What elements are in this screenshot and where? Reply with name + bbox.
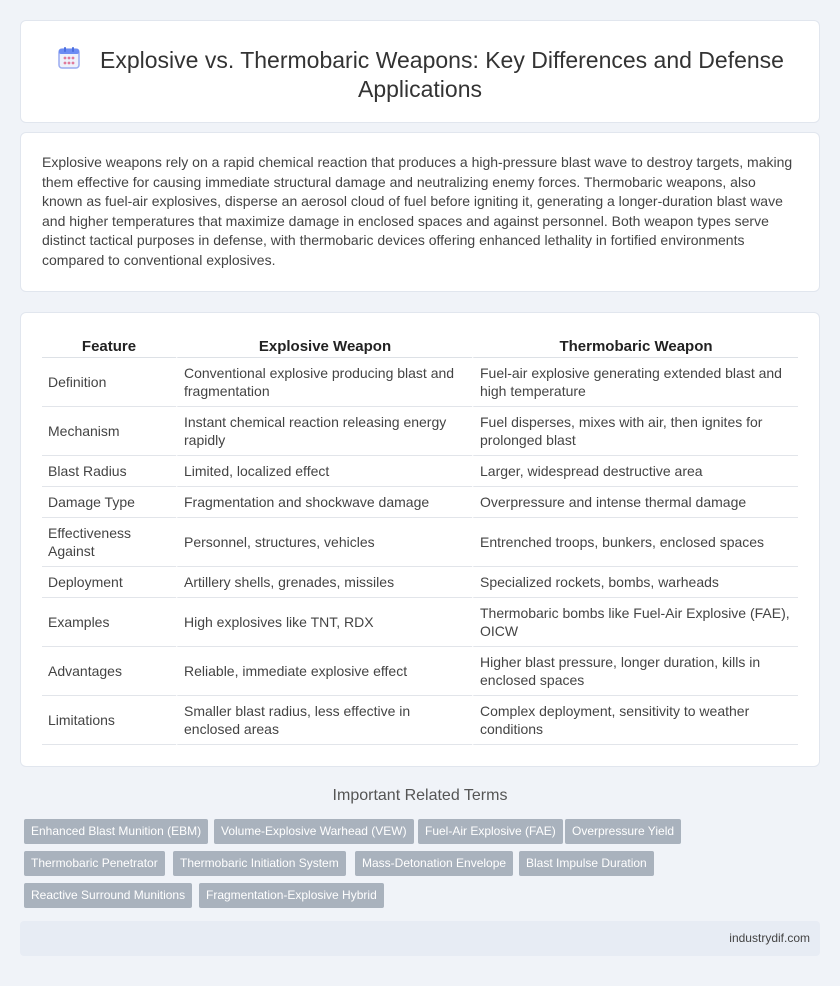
feature-cell: Effectiveness Against <box>42 518 176 567</box>
page-title <box>21 45 819 104</box>
thermobaric-cell: Specialized rockets, bombs, warheads <box>472 567 798 598</box>
header-thermobaric: Thermobaric Weapon <box>472 335 798 358</box>
feature-cell: Limitations <box>42 696 176 745</box>
related-term-tag[interactable]: Overpressure Yield <box>565 819 681 844</box>
feature-cell: Definition <box>42 358 176 407</box>
comparison-card <box>20 312 820 767</box>
footer-site-link[interactable]: industrydif.com <box>729 931 810 945</box>
thermobaric-cell: Thermobaric bombs like Fuel-Air Explosive (FAE), OICW <box>472 598 798 647</box>
thermobaric-cell: Higher blast pressure, longer duration, kills in enclosed spaces <box>472 647 798 696</box>
related-term-tag[interactable]: Fuel-Air Explosive (FAE) <box>418 819 563 844</box>
footer <box>20 921 820 956</box>
table-row <box>42 487 798 518</box>
table-row <box>42 407 798 456</box>
calendar-icon <box>56 45 82 71</box>
explosive-cell: Personnel, structures, vehicles <box>176 518 472 567</box>
explosive-cell: Artillery shells, grenades, missiles <box>176 567 472 598</box>
feature-cell: Deployment <box>42 567 176 598</box>
intro-paragraph: Explosive weapons rely on a rapid chemical reaction that produces a high-pressure blast wave to destroy targets, making them effective for causing immediate structural damage and neutralizing enemy forces. Thermobaric weapons, also known as fuel-air explosives, disperse an aerosol cloud of fuel before igniting it, generating a longer-duration blast wave and higher temperatures that maximize damage in enclosed spaces and against personnel. Both weapon types serve distinct tactical purposes in defense, with thermobaric devices offering enhanced lethality in fortified environments compared to conventional explosives. <box>42 154 793 268</box>
explosive-cell: High explosives like TNT, RDX <box>176 598 472 647</box>
header-feature: Feature <box>42 335 176 358</box>
table-row <box>42 358 798 407</box>
feature-cell: Mechanism <box>42 407 176 456</box>
thermobaric-cell: Entrenched troops, bunkers, enclosed spaces <box>472 518 798 567</box>
header-explosive: Explosive Weapon <box>176 335 472 358</box>
related-term-tag[interactable]: Volume-Explosive Warhead (VEW) <box>214 819 414 844</box>
explosive-cell: Fragmentation and shockwave damage <box>176 487 472 518</box>
intro-card <box>20 132 820 292</box>
related-term-tag[interactable]: Blast Impulse Duration <box>519 851 654 876</box>
related-term-tag[interactable]: Reactive Surround Munitions <box>24 883 192 908</box>
related-term-tag[interactable]: Thermobaric Initiation System <box>173 851 346 876</box>
thermobaric-cell: Complex deployment, sensitivity to weather conditions <box>472 696 798 745</box>
explosive-cell: Conventional explosive producing blast and fragmentation <box>176 358 472 407</box>
explosive-cell: Limited, localized effect <box>176 456 472 487</box>
comparison-table <box>42 335 798 745</box>
table-row <box>42 647 798 696</box>
thermobaric-cell: Larger, widespread destructive area <box>472 456 798 487</box>
feature-cell: Advantages <box>42 647 176 696</box>
explosive-cell: Smaller blast radius, less effective in enclosed areas <box>176 696 472 745</box>
explosive-cell: Reliable, immediate explosive effect <box>176 647 472 696</box>
table-row <box>42 456 798 487</box>
explosive-cell: Instant chemical reaction releasing energy rapidly <box>176 407 472 456</box>
thermobaric-cell: Fuel disperses, mixes with air, then ignites for prolonged blast <box>472 407 798 456</box>
related-terms-title: Important Related Terms <box>332 787 508 804</box>
table-row <box>42 567 798 598</box>
related-term-tag[interactable]: Thermobaric Penetrator <box>24 851 165 876</box>
feature-cell: Damage Type <box>42 487 176 518</box>
table-row <box>42 696 798 745</box>
page-title-text: Explosive vs. Thermobaric Weapons: Key Differences and Defense Applications <box>100 47 784 102</box>
thermobaric-cell: Overpressure and intense thermal damage <box>472 487 798 518</box>
header-card <box>20 20 820 123</box>
related-term-tag[interactable]: Fragmentation-Explosive Hybrid <box>199 883 384 908</box>
feature-cell: Examples <box>42 598 176 647</box>
table-row <box>42 598 798 647</box>
thermobaric-cell: Fuel-air explosive generating extended blast and high temperature <box>472 358 798 407</box>
table-header-row <box>42 335 798 358</box>
related-term-tag[interactable]: Enhanced Blast Munition (EBM) <box>24 819 208 844</box>
table-row <box>42 518 798 567</box>
feature-cell: Blast Radius <box>42 456 176 487</box>
related-term-tag[interactable]: Mass-Detonation Envelope <box>355 851 513 876</box>
